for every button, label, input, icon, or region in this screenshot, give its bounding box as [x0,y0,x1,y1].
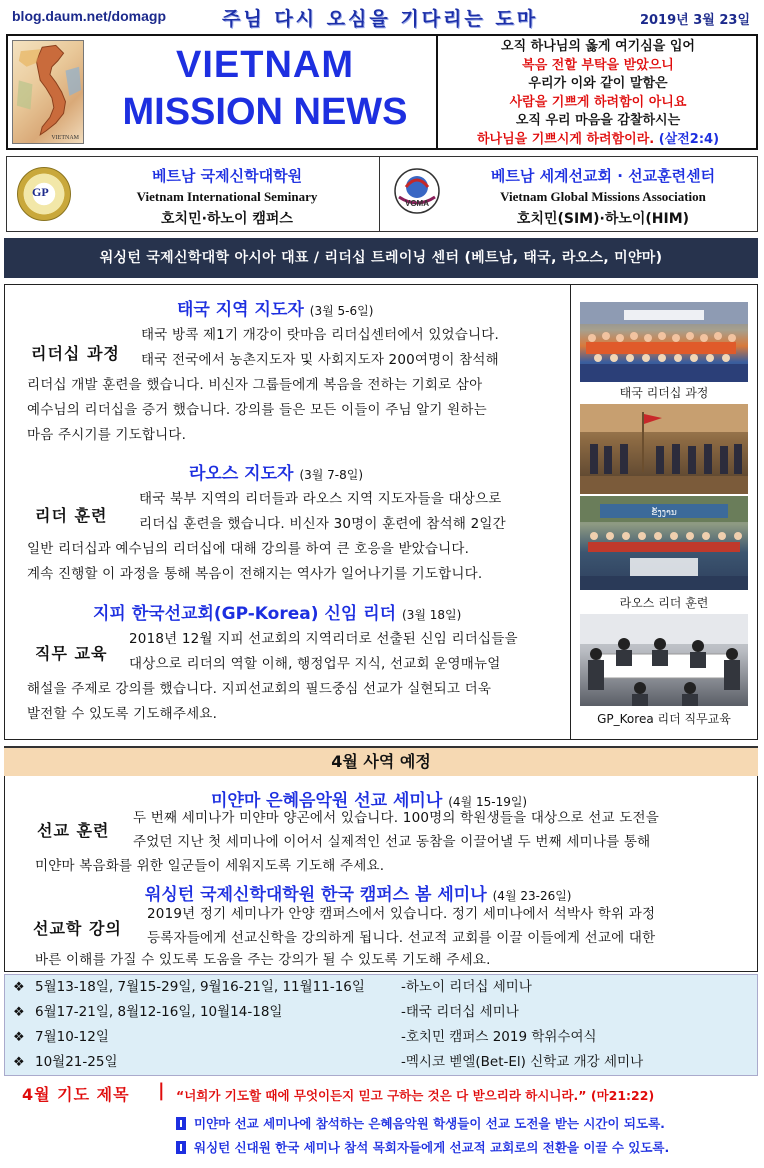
prayer-title: 4월 기도 제목 [22,1085,130,1104]
paragraph-line: 발전할 수 있도록 기도해주세요. [27,706,218,722]
schedule-row [5,975,757,1000]
section-label-training: 리더 훈련 [35,506,108,525]
prayer-divider: | [158,1080,165,1101]
info-box-icon [176,1117,186,1130]
schedule-description: -호치민 캠퍼스 2019 학위수여식 [401,1029,597,1045]
section-label-leadership: 리더십 과정 [31,344,120,363]
paragraph-line: 마음 주시기를 기도합니다. [27,427,187,443]
prayer-verse: “너희가 기도할 때에 무엇이든지 믿고 구하는 것은 다 받으리라 하시니라.” (마21:22) [176,1088,655,1103]
paragraph-line: 계속 진행할 이 과정을 통해 복음이 전해지는 역사가 일어나기를 기도합니다. [27,566,483,582]
title-line-2: MISSION NEWS [122,91,408,133]
heading-text: 태국 지역 지도자 [177,300,304,320]
heading-text: 미얀마 은혜음악원 선교 세미나 [211,791,443,811]
newsletter-title [94,36,438,148]
april-label-missiology: 선교학 강의 [33,919,122,938]
paragraph-line: 대상으로 리더의 역할 이해, 행정업무 지식, 선교회 운영매뉴얼 [129,656,501,672]
april-label-mission-training: 선교 훈련 [37,821,110,840]
map-shape-icon [13,41,83,143]
schedule-dates: 5월13-18일, 7월15-29일, 9월16-21일, 11월11-16일 [35,979,365,995]
prayer-item [176,1138,669,1156]
seminary-title: 베트남 국제신학대학원 [151,167,303,185]
paragraph-line: 주었던 지난 첫 세미나에 이어서 실제적인 선교 동참을 이끌어낼 두 번째 세미나를 통해 [133,834,651,850]
section-heading-thailand [177,295,373,320]
info-box-icon [176,1141,186,1154]
paragraph-line: 미얀마 복음화를 위한 일군들이 세워지도록 기도해 주세요. [35,858,385,874]
map-label: VIETNAM [51,135,79,141]
association-english-name: Vietnam Global Missions Association [500,189,706,204]
representative-banner: 워싱턴 국제신학대학 아시아 대표 / 리더십 트레이닝 센터 (베트남, 태국, 라오스, 미얀마) [4,238,758,278]
verse-line: 오직 하나님의 옳게 여기심을 입어 [501,39,695,54]
caption-gp-korea: GP_Korea 리더 직무교육 [597,712,731,726]
association-campus: 호치민(SIM)·하노이(HIM) [516,211,690,227]
vgma-logo-text: VGMA [405,199,429,208]
paragraph-line: 등록자들에게 선교신학을 강의하게 됩니다. 선교적 교회를 이끌 이들에게 선교에 대한 [147,930,656,946]
section-label-job-training: 직무 교육 [35,644,108,663]
paragraph-line: 일반 리더십과 예수님의 리더십에 대해 강의를 하여 큰 호응을 받았습니다. [27,541,470,557]
april-plans-header: 4월 사역 예정 [4,746,758,776]
org-divider [379,157,380,231]
gp-logo-text: GP [32,185,49,199]
heading-date: (3월 5-6일) [309,304,374,318]
verse-text: 하나님을 기쁘시게 하려함이라. [476,131,655,147]
paragraph-line: 바른 이해를 가질 수 있도록 도움을 주는 강의가 될 수 있도록 기도해 주세요. [35,952,491,968]
heading-date: (4월 23-26일) [492,889,572,903]
paragraph-line: 태국 전국에서 농촌지도자 및 사회지도자 200여명이 참석해 [141,352,499,368]
heading-text: 지피 한국선교회(GP-Korea) 신임 리더 [93,604,397,624]
schedule-description: -태국 리더십 세미나 [401,1004,519,1020]
schedule-description: -하노이 리더십 세미나 [401,979,532,995]
photo-thailand-leadership [580,302,748,382]
seminary-campus: 호치민·하노이 캠퍼스 [161,211,293,227]
schedule-row [5,1050,757,1075]
schedule-dates: 6월17-21일, 8월12-16일, 10월14-18일 [35,1004,283,1020]
blog-url[interactable]: blog.daum.net/domagp [12,8,166,24]
april-plans [4,776,758,972]
vgma-logo-icon [385,163,449,225]
paragraph-line: 해설을 주제로 강의를 했습니다. 지피선교회의 필드중심 선교가 실현되고 더욱 [27,681,492,697]
photo-gp-korea-training [580,614,748,706]
header-verse [440,38,756,149]
schedule-description: -멕시코 벧엘(Bet-El) 신학교 개강 세미나 [401,1054,644,1070]
title-line-1: VIETNAM [176,44,354,86]
diamond-bullet-icon: ❖ [13,1005,25,1020]
organizations-box [6,156,758,232]
verse-line: 우리가 이와 같이 말함은 [528,76,668,91]
prayer-item-text: 미얀마 선교 세미나에 참석하는 은혜음악원 학생들이 선교 도전을 받는 시간이 되도록. [194,1116,665,1131]
heading-date: (3월 18일) [402,608,462,622]
paragraph-line: 태국 북부 지역의 리더들과 라오스 지역 지도자들을 대상으로 [139,491,502,507]
verse-reference: (살전2:4) [658,131,720,147]
heading-date: (3월 7-8일) [299,468,364,482]
verse-line-last [440,131,756,150]
schedule-dates: 7월10-12일 [35,1029,109,1045]
diamond-bullet-icon: ❖ [13,1030,25,1045]
masthead [6,34,758,150]
prayer-item-text: 워싱턴 신대원 한국 세미나 참석 목회자들에게 선교적 교회로의 전환을 이끌 수 있도록. [194,1140,670,1155]
verse-line: 사람을 기쁘게 하려함이 아니요 [509,94,687,110]
vietnam-map-image [12,40,84,144]
schedule-row [5,1025,757,1050]
slogan: 주님 다시 오심을 기다리는 도마 [222,8,539,30]
prayer-item [176,1114,665,1132]
caption-laos: 라오스 리더 훈련 [619,596,709,610]
seminary-english-name: Vietnam International Seminary [136,189,318,204]
schedule-row [5,1000,757,1025]
caption-thailand: 태국 리더십 과정 [619,386,709,400]
heading-date: (4월 15-19일) [448,795,528,809]
association-title: 베트남 세계선교회 · 선교훈련센터 [490,167,716,185]
paragraph-line: 두 번째 세미나가 미얀마 양곤에서 있습니다. 100명의 학원생들을 대상으로 선교 도전을 [133,810,659,826]
verse-line: 오직 우리 마음을 감찰하시는 [515,113,681,128]
diamond-bullet-icon: ❖ [13,980,25,995]
paragraph-line: 예수님의 리더십을 증거 했습니다. 강의를 들은 모든 이들이 주님 알기 원하는 [27,402,487,418]
reports-text-column [5,285,571,739]
photo-banner-text: ຂໍ້ງງານ [651,508,677,518]
seminary-info [97,165,357,228]
section-heading-gp-korea [93,599,461,624]
photo-laos-training [580,496,748,590]
paragraph-line: 리더십 개발 훈련을 했습니다. 비신자 그룹들에게 복음을 전하는 기회로 삼아 [27,377,483,393]
gp-seminary-logo-icon [17,167,71,221]
diamond-bullet-icon: ❖ [13,1055,25,1070]
paragraph-line: 리더십 훈련을 했습니다. 비신자 30명이 훈련에 참석해 2일간 [139,516,506,532]
annual-schedule [4,974,758,1076]
section-heading-laos [189,459,363,484]
verse-line: 복음 전할 부탁을 받았으니 [522,57,674,73]
paragraph-line: 2019년 정기 세미나가 안양 캠퍼스에서 있습니다. 정기 세미나에서 석박사 학위 과정 [147,906,656,922]
heading-text: 워싱턴 국제신학대학원 한국 캠퍼스 봄 세미나 [145,885,487,905]
schedule-dates: 10월21-25일 [35,1054,118,1070]
missions-association-info [453,165,753,228]
paragraph-line: 태국 방콕 제1기 개강이 랏마음 리더십센터에서 있었습니다. [141,327,500,343]
issue-date: 2019년 3월 23일 [639,13,750,28]
photo-laos-gathering [580,404,748,494]
heading-text: 라오스 지도자 [189,464,294,484]
paragraph-line: 2018년 12월 지피 선교회의 지역리더로 선출된 신임 리더십들을 [129,631,518,647]
